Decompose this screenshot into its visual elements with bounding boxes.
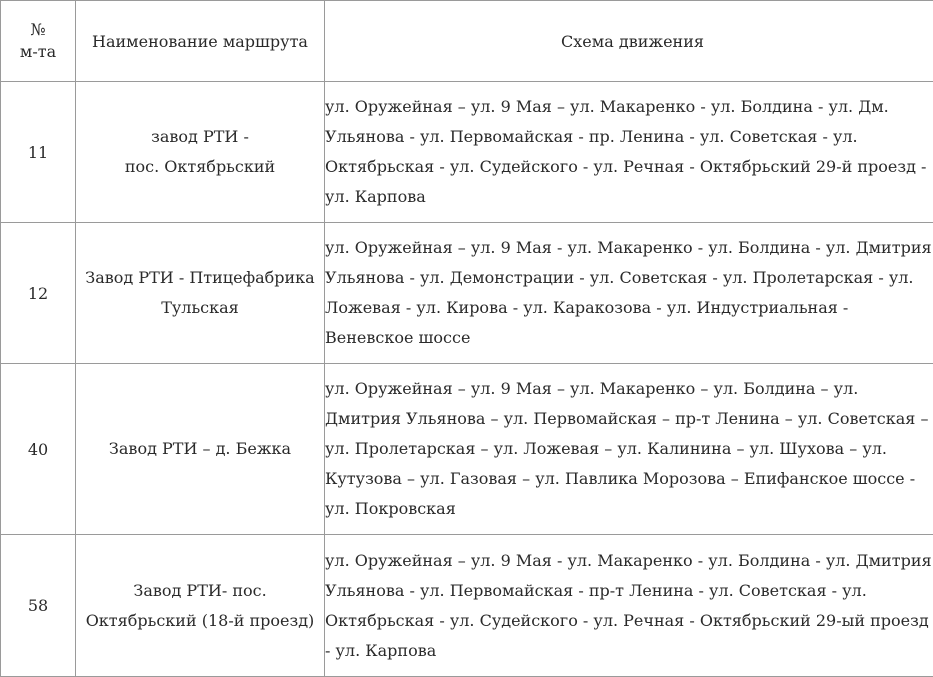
route-scheme-line: Октябрьская - ул. Судейского - ул. Речная - Октябрьский 29-ый проезд	[325, 606, 933, 636]
route-number: 58	[1, 535, 76, 677]
route-scheme-line: Ложевая - ул. Кирова - ул. Каракозова - ул. Индустриальная -	[325, 293, 933, 323]
route-scheme-line: ул. Оружейная – ул. 9 Мая – ул. Макаренко – ул. Болдина – ул.	[325, 374, 933, 404]
route-name-line: Тульская	[76, 293, 324, 323]
table-row	[1, 364, 933, 535]
route-name	[76, 82, 325, 223]
route-number: 40	[1, 364, 76, 535]
route-number: 12	[1, 223, 76, 364]
route-scheme	[325, 364, 933, 535]
table-row	[1, 223, 933, 364]
route-name	[76, 364, 325, 535]
route-name-line: пос. Октябрьский	[76, 152, 324, 182]
table-row	[1, 82, 933, 223]
table-row	[1, 535, 933, 677]
route-scheme-line: Дмитрия Ульянова – ул. Первомайская – пр-т Ленина – ул. Советская –	[325, 404, 933, 434]
header-route-number	[1, 1, 76, 82]
route-scheme-line: ул. Покровская	[325, 494, 933, 524]
route-scheme	[325, 223, 933, 364]
route-scheme-line: ул. Оружейная – ул. 9 Мая - ул. Макаренко - ул. Болдина - ул. Дмитрия	[325, 546, 933, 576]
route-scheme-line: ул. Карпова	[325, 182, 933, 212]
table-header-row	[1, 1, 933, 82]
route-scheme-line: ул. Оружейная – ул. 9 Мая - ул. Макаренко - ул. Болдина - ул. Дмитрия	[325, 233, 933, 263]
route-scheme-line: - ул. Карпова	[325, 636, 933, 666]
header-route-scheme: Схема движения	[325, 1, 933, 82]
route-name	[76, 535, 325, 677]
route-number: 11	[1, 82, 76, 223]
route-scheme-line: ул. Пролетарская – ул. Ложевая – ул. Калинина – ул. Шухова – ул.	[325, 434, 933, 464]
route-name-line: Октябрьский (18-й проезд)	[76, 606, 324, 636]
header-num-symbol: №	[1, 19, 75, 41]
route-name-line: Завод РТИ – д. Бежка	[76, 434, 324, 464]
route-scheme	[325, 82, 933, 223]
route-name-line: завод РТИ -	[76, 122, 324, 152]
header-route-name: Наименование маршрута	[76, 1, 325, 82]
route-name-line: Завод РТИ - Птицефабрика	[76, 263, 324, 293]
route-scheme-line: ул. Оружейная – ул. 9 Мая – ул. Макаренко - ул. Болдина - ул. Дм.	[325, 92, 933, 122]
route-scheme-line: Кутузова – ул. Газовая – ул. Павлика Морозова – Епифанское шоссе -	[325, 464, 933, 494]
route-scheme-line: Ульянова - ул. Первомайская - пр. Ленина - ул. Советская - ул.	[325, 122, 933, 152]
route-scheme-line: Ульянова - ул. Демонстрации - ул. Советская - ул. Пролетарская - ул.	[325, 263, 933, 293]
route-scheme-line: Октябрьская - ул. Судейского - ул. Речная - Октябрьский 29-й проезд -	[325, 152, 933, 182]
route-scheme	[325, 535, 933, 677]
header-num-label: м-та	[1, 41, 75, 63]
route-scheme-line: Ульянова - ул. Первомайская - пр-т Ленина - ул. Советская - ул.	[325, 576, 933, 606]
route-scheme-line: Веневское шоссе	[325, 323, 933, 353]
route-name	[76, 223, 325, 364]
route-name-line: Завод РТИ- пос.	[76, 576, 324, 606]
